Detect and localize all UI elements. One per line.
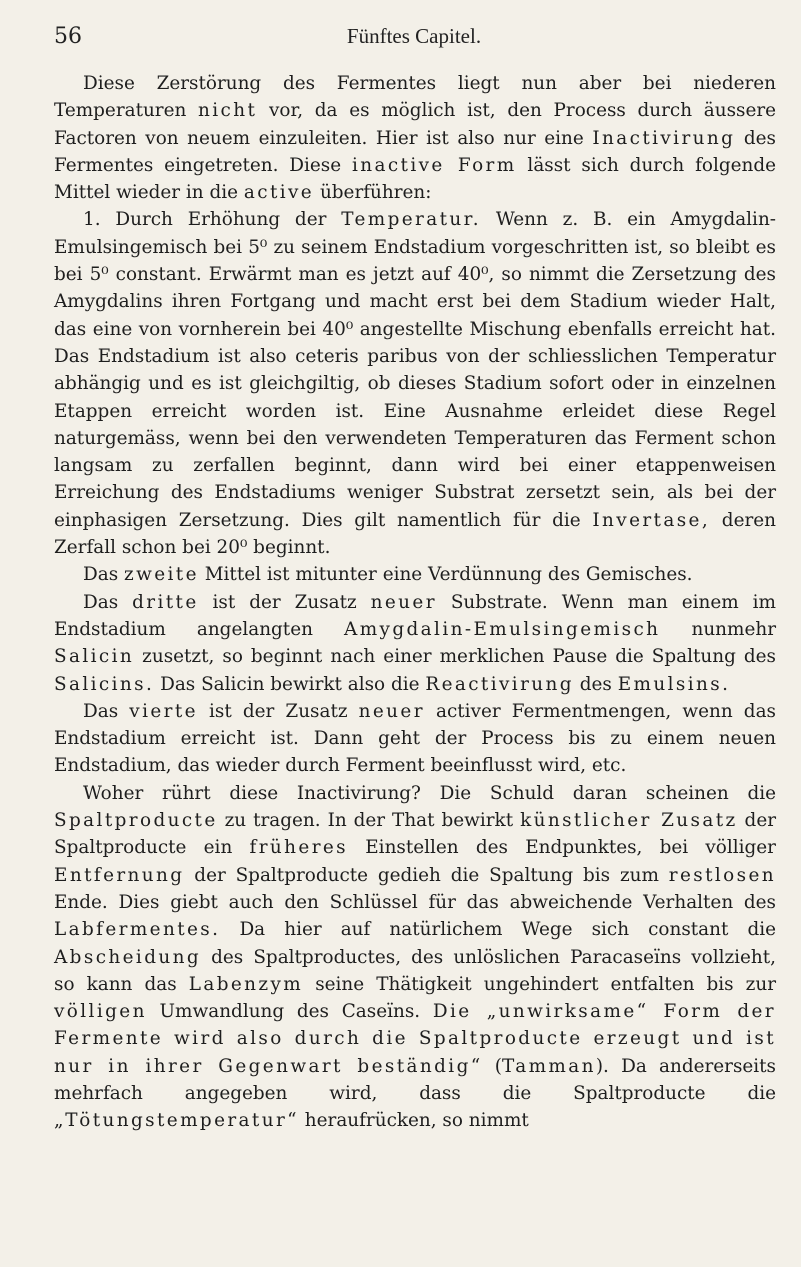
text-run: Das	[83, 700, 130, 722]
emphasized-text: inactive Form	[351, 154, 517, 176]
emphasized-text: Entfernung	[54, 864, 185, 886]
emphasized-text: Inactivirung	[592, 127, 736, 149]
emphasized-text: active	[243, 182, 315, 204]
body-text	[54, 70, 776, 1135]
text-run: Das	[83, 564, 124, 586]
text-run: Umwandlung des Caseïns.	[146, 1001, 433, 1023]
text-run: vor, da es möglich ist, den Process durch äussere Factoren von neuem einzuleiten. Hier ist also nur eine	[54, 100, 777, 149]
text-run: überführen:	[314, 182, 432, 204]
paragraph-new-substrates	[54, 589, 776, 698]
text-run: zu tragen. In der That bewirkt	[217, 810, 521, 832]
text-run: des	[573, 673, 618, 695]
emphasized-text: Emulsins.	[617, 673, 731, 695]
text-run: Das Salicin bewirkt also die	[154, 673, 426, 695]
emphasized-text: Labfermentes.	[54, 919, 221, 941]
emphasized-text: zweite	[124, 564, 199, 586]
emphasized-text: dritte	[132, 591, 199, 613]
emphasized-text: Tamman	[501, 1055, 596, 1077]
text-run: Diese Zerstörung des Fermentes liegt nun aber bei niederen Temperaturen	[54, 73, 776, 122]
text-run: ist der Zusatz	[197, 700, 359, 722]
text-run: Das	[83, 591, 133, 613]
paragraph-inactivation	[54, 70, 776, 206]
text-run: ist der Zusatz	[198, 591, 371, 613]
emphasized-text: künstlicher Zusatz	[520, 810, 738, 832]
emphasized-text: früheres	[249, 837, 349, 859]
emphasized-text: Reactivirung	[425, 673, 574, 695]
text-run: des Spaltproductes, des unlöslichen Paracaseïns vollzieht, so kann das	[54, 946, 776, 995]
running-head: Fünftes Capitel.	[346, 24, 482, 48]
emphasized-text: vierte	[129, 700, 198, 722]
text-run: Ende. Dies giebt auch den Schlüssel für das abweichende Verhalten des	[54, 891, 776, 913]
emphasized-text: nicht	[198, 100, 258, 122]
text-run: Substrate. Wenn man einem im Endstadium angelangten	[54, 591, 776, 640]
emphasized-text: Die „unwirksame“ Form der Fermente wird also durch die Spaltproducte erzeugt und ist nur in ihrer Gegenwart beständig“	[54, 1001, 777, 1077]
text-run: nunmehr	[660, 618, 776, 640]
text-run: zusetzt, so beginnt nach einer merklichen Pause die Spaltung des	[134, 646, 776, 668]
emphasized-text: „Tötungstemperatur“	[54, 1110, 299, 1132]
text-run: deren Zerfall schon bei 20⁰ beginnt.	[54, 509, 776, 559]
emphasized-text: völligen	[54, 1001, 147, 1023]
emphasized-text: neuer	[370, 591, 437, 613]
text-run: des Fermentes eingetreten. Diese	[54, 127, 776, 176]
text-run: 1. Durch Erhöhung der	[83, 209, 342, 231]
emphasized-text: Invertase,	[592, 509, 711, 531]
paragraph-cleavage-products	[54, 780, 776, 1135]
text-run: Woher rührt diese Inactivirung? Die Schuld daran scheinen die	[83, 782, 776, 804]
text-run: Wenn z. B. ein Amygdalin-Emulsingemisch bei 5⁰ zu seinem Endstadium vorgeschritten ist, so bleibt es bei 5⁰ constant. Erwärmt man es jetzt auf 40⁰, so nimmt die Zersetzung des Amygdalins ihren Fortgang und macht erst bei dem Stadium wieder Halt, das eine von vornherein bei 40⁰ angestellte Mischung ebenfalls erreicht hat. Das Endstadium ist also ceteris paribus von der schliesslichen Temperatur abhängig und es ist gleichgiltig, ob dieses Stadium sofort oder in einzelnen Etappen erreicht worden ist. Eine Ausnahme erleidet diese Regel naturgemäss, wenn bei den verwendeten Temperaturen das Ferment schon langsam zu zerfallen beginnt, dann wird bei einer etappenweisen Erreichung des Endstadiums weniger Substrat zersetzt sein, als bei der einphasigen Zersetzung. Dies gilt namentlich für die	[54, 209, 776, 531]
emphasized-text: neuer	[358, 700, 425, 722]
emphasized-text: Amygdalin-Emulsingemisch	[344, 618, 661, 640]
emphasized-text: Salicin	[54, 646, 135, 668]
page-header	[54, 24, 774, 58]
emphasized-text: restlosen	[668, 864, 776, 886]
page-number: 56	[54, 24, 82, 49]
text-run: Mittel ist mitunter eine Verdünnung des Gemisches.	[198, 564, 693, 586]
text-run: seine Thätigkeit ungehindert entfalten bis zur	[303, 973, 776, 995]
paragraph-new-ferment	[54, 698, 776, 780]
paragraph-temperature	[54, 206, 776, 561]
text-run: (	[482, 1055, 502, 1077]
text-run: Einstellen des Endpunktes, bei völliger	[348, 837, 776, 859]
emphasized-text: Labenzym	[188, 973, 304, 995]
text-run: heraufrücken, so nimmt	[298, 1110, 529, 1132]
text-run: lässt sich durch folgende Mittel wieder in die	[54, 154, 776, 204]
emphasized-text: Salicins.	[54, 673, 155, 695]
emphasized-text: Temperatur.	[341, 209, 482, 231]
text-run: ). Da andererseits mehrfach angegeben wird, dass die Spaltproducte die	[54, 1055, 776, 1104]
paragraph-dilution	[54, 561, 776, 588]
emphasized-text: Abscheidung	[54, 946, 202, 968]
text-run: activer Fermentmengen, wenn das Endstadium erreicht ist. Dann geht der Process bis zu einem neuen Endstadium, das wieder durch Ferment beeinflusst wird, etc.	[54, 700, 776, 777]
text-run: der Spaltproducte ein	[54, 810, 776, 859]
emphasized-text: Spaltproducte	[54, 810, 218, 832]
text-run: Da hier auf natürlichem Wege sich constant die	[220, 919, 776, 941]
text-run: der Spaltproducte gedieh die Spaltung bis zum	[184, 864, 669, 886]
